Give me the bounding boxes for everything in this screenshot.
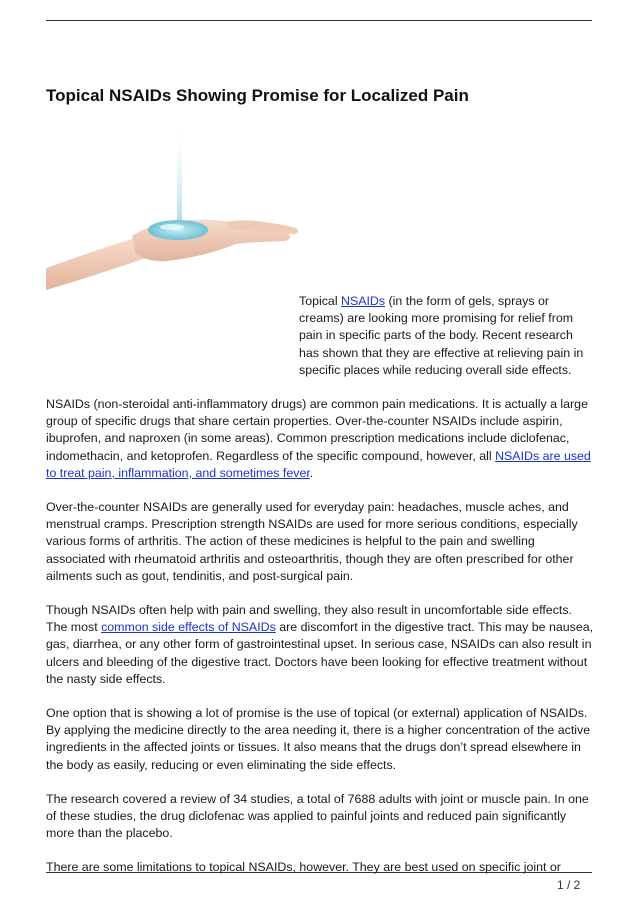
page-number: 1 / 2: [557, 878, 581, 892]
header-rule: [46, 20, 592, 21]
paragraph-3: Over-the-counter NSAIDs are generally used for everyday pain: headaches, muscle aches, and menstrual cramps. Prescription strength NSAIDs are used for more serious conditions, especially various forms of arthritis. The action of these medicines is helpful to the pain and swelling associated with rheumatoid arthritis and osteoarthritis, though they are often prescribed for other ailments such as gout, tendinitis, and post-surgical pain.: [46, 500, 578, 583]
nsaids-uses-link[interactable]: NSAIDs are used to treat pain, inflammation, and sometimes fever: [46, 448, 591, 480]
article-title: Topical NSAIDs Showing Promise for Localized Pain: [46, 86, 469, 105]
paragraph-7: There are some limitations to topical NSAIDs, however. They are best used on specific joint or: [46, 860, 561, 875]
paragraph-4: Though NSAIDs often help with pain and swelling, they also result in uncomfortable side effects. The most common side effects of NSAIDs are discomfort in the digestive tract. This may be nausea, gas, diarrhea, or any other form of gastrointestinal upset. In serious case, NSAIDs can also result in ulcers and bleeding of the digestive tract. Doctors have been looking for effective treatment without the nasty side effects.: [46, 603, 594, 686]
side-effects-link[interactable]: common side effects of NSAIDs: [101, 620, 276, 635]
nsaids-link[interactable]: NSAIDs: [341, 294, 386, 308]
paragraph-1: Topical NSAIDs (in the form of gels, sprays or creams) are looking more promising for relief from pain in specific parts of the body. Recent research has shown that they are effective at relieving pain in specific places while reducing overall side effects.: [299, 294, 584, 377]
gel-stream: [177, 120, 182, 220]
footer-rule: [46, 872, 592, 873]
paragraph-5: One option that is showing a lot of promise is the use of topical (or external) application of NSAIDs. By applying the medicine directly to the area needing it, there is a higher concentration of the active ingredients in the affected joints or tissues. It also means that the drugs don’t spread elsewhere in the body as easily, reducing or even eliminating the side effects.: [46, 706, 591, 772]
gel-pool: [148, 220, 208, 240]
paragraph-6: The research covered a review of 34 studies, a total of 7688 adults with joint or muscle pain. In one of these studies, the drug diclofenac was applied to painful joints and reduced pain significantly more than the placebo.: [46, 791, 589, 841]
hero-image: [46, 118, 302, 296]
paragraph-2: NSAIDs (non-steroidal anti-inflammatory drugs) are common pain medications. It is actually a large group of specific drugs that share certain properties. Over-the-counter NSAIDs include aspirin, ibuprofen, and naproxen (in some areas). Common prescription medications include diclofenac, indomethacin, and ketoprofen. Regardless of the specific compound, however, all NSAIDs are used to treat pain, inflammation, and sometimes fever.: [46, 397, 591, 480]
article-body: [46, 293, 594, 894]
